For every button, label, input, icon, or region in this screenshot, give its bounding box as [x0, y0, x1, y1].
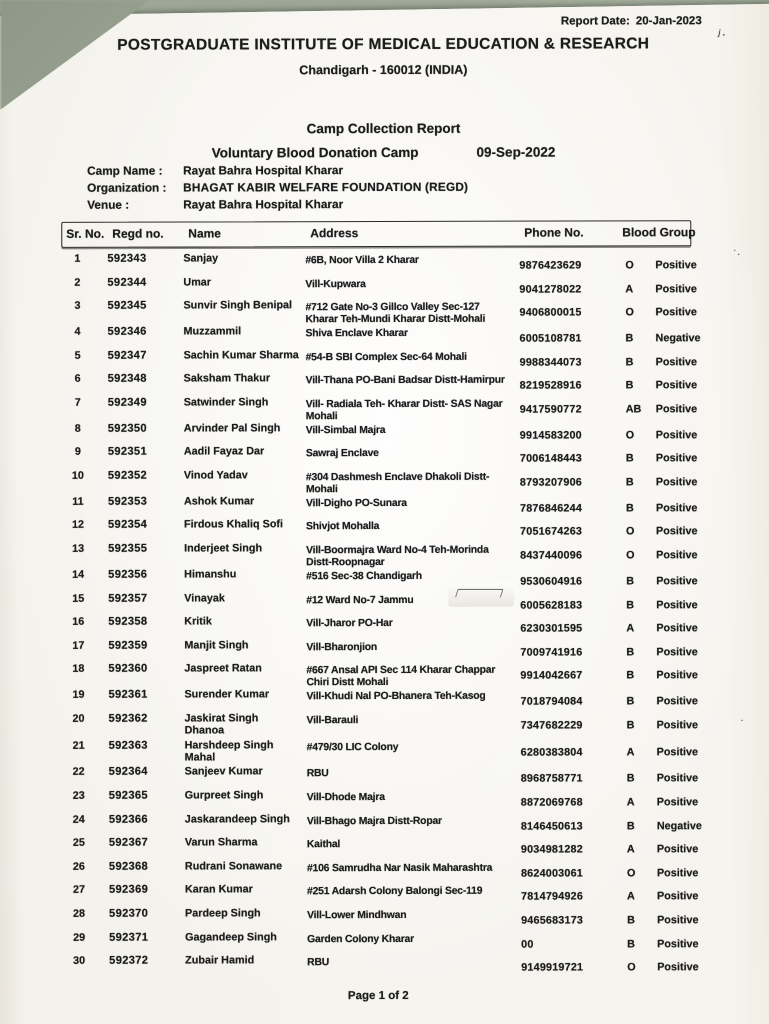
cell-rh: Positive [656, 598, 698, 611]
table-row [62, 687, 698, 710]
cell-phone: 7347682229 [520, 719, 583, 732]
cell-sr: 26 [72, 860, 85, 873]
cell-sr: 2 [74, 276, 81, 289]
cell-grp: B [627, 914, 635, 927]
cell-phone: 7876846244 [519, 502, 583, 515]
camp-info [87, 162, 768, 212]
cell-sr: 12 [72, 519, 85, 532]
report-date-label: Report Date: [560, 15, 630, 28]
cell-sr: 1 [74, 252, 81, 265]
cell-addr: Vill-Boormajra Ward No-4 Teh-Morinda Distt-Roopnagar [306, 544, 489, 569]
cell-grp: A [626, 622, 635, 635]
camp-name-row [87, 162, 768, 178]
cell-name: Gagandeep Singh [185, 930, 277, 944]
cell-name: Himanshu [184, 568, 237, 581]
table-row [62, 518, 698, 541]
cell-regd: 592350 [107, 422, 147, 435]
cell-addr: Vill-Bharonjion [306, 641, 378, 653]
cell-rh: Positive [655, 379, 698, 392]
cell-phone: 8872069768 [520, 796, 583, 809]
cell-addr: Vill-Thana PO-Bani Badsar Distt-Hamirpur [305, 374, 505, 387]
cell-name: Inderjeet Singh [184, 542, 263, 555]
cell-phone: 9417590772 [519, 403, 582, 416]
cell-sr: 8 [74, 422, 81, 435]
cell-sr: 11 [72, 495, 84, 508]
table-row [62, 445, 698, 468]
cell-grp: B [626, 646, 635, 659]
cell-grp: O [626, 867, 636, 880]
ink-mark: ʲ· [718, 27, 728, 42]
cell-name: Vinayak [184, 591, 225, 605]
cell-name: Satwinder Singh [183, 396, 269, 409]
cell-addr: RBU [306, 768, 329, 780]
cell-name: Jaspreet Ratan [184, 662, 262, 675]
table-row [62, 468, 698, 496]
cell-name: Sachin Kumar Sharma [183, 348, 299, 362]
cell-rh: Positive [655, 452, 698, 465]
cell-sr: 20 [72, 712, 85, 725]
cell-addr: Vill-Digho PO-Sunara [305, 497, 407, 510]
cell-regd: 592360 [108, 662, 148, 676]
cell-grp: O [627, 961, 636, 974]
cell-phone: 7814794926 [520, 890, 584, 904]
camp-date: 09-Sep-2022 [476, 144, 556, 160]
donor-table [61, 220, 702, 976]
cell-grp: B [625, 502, 634, 515]
cell-name: Sunvir Singh Benipal [183, 299, 293, 312]
cell-rh: Positive [656, 622, 698, 635]
cell-regd: 592356 [108, 568, 148, 581]
cell-regd: 592358 [108, 615, 148, 628]
table-row [61, 275, 697, 298]
cell-name: Arvinder Pal Singh [183, 422, 281, 435]
table-row [63, 738, 699, 764]
cell-phone: 7051674263 [520, 525, 583, 539]
cell-addr: RBU [307, 957, 330, 969]
cell-regd: 592367 [108, 836, 149, 849]
cell-sr: 30 [73, 955, 86, 968]
cell-regd: 592361 [108, 688, 148, 701]
cell-regd: 592369 [108, 884, 149, 897]
cell-rh: Positive [657, 914, 699, 927]
cell-rh: Positive [656, 745, 699, 758]
cell-addr: Vill-Dhode Majra [306, 792, 385, 804]
cell-phone: 9988344073 [519, 356, 582, 369]
cell-grp: B [626, 719, 635, 732]
table-row [62, 614, 698, 637]
cell-rh: Positive [657, 961, 699, 974]
cell-addr: #667 Ansal API Sec 114 Kharar Chappar Chiri Distt Mohali [306, 665, 496, 689]
table-row [62, 541, 698, 569]
cell-rh: Positive [656, 645, 698, 659]
cell-name: Vinod Yadav [183, 469, 248, 482]
cell-rh: Positive [656, 867, 699, 880]
cell-addr: Vill-Bhago Majra Distt-Ropar [306, 815, 442, 827]
cell-phone: 7006148443 [519, 452, 582, 466]
header-regd-no: Regd no. [112, 226, 164, 241]
cell-phone: 8437440096 [520, 549, 583, 562]
cell-addr: Shivjot Mohalla [306, 521, 380, 533]
table-row [62, 494, 698, 517]
cell-grp: AB [625, 403, 642, 416]
cell-phone: 6005628183 [520, 599, 583, 612]
cell-grp: O [625, 259, 634, 272]
table-row [62, 662, 698, 689]
cell-rh: Positive [657, 937, 699, 950]
cell-grp: A [626, 796, 635, 809]
cell-rh: Positive [655, 259, 697, 272]
cell-phone: 8968758771 [520, 772, 583, 786]
cell-phone: 8793207906 [519, 476, 583, 489]
institute-location: Chandigarh - 160012 (INDIA) [299, 62, 468, 78]
cell-phone: 6230301595 [520, 622, 583, 635]
cell-phone: 9914042667 [520, 669, 583, 682]
cell-grp: A [625, 282, 634, 295]
cell-phone: 00 [521, 938, 534, 951]
cell-name: Jaskirat Singh Dhanoa [184, 712, 259, 737]
table-row [63, 835, 699, 858]
cell-rh: Negative [656, 819, 702, 832]
cell-phone: 9914583200 [519, 429, 582, 442]
cell-regd: 592364 [108, 766, 148, 779]
scan-speck: · [740, 715, 744, 727]
cell-addr: #54-B SBI Complex Sec-64 Mohali [305, 351, 467, 363]
cell-name: Zubair Hamid [185, 954, 255, 967]
cell-addr: Vill-Khudi Nal PO-Bhanera Teh-Kasog [306, 690, 486, 703]
header-blood-group: Blood Group [622, 225, 696, 240]
cell-addr: #106 Samrudha Nar Nasik Maharashtra [306, 862, 493, 875]
table-row [63, 812, 702, 835]
cell-sr: 5 [74, 349, 81, 362]
cell-regd: 592352 [107, 469, 148, 482]
cell-addr: Vill-Barauli [306, 714, 359, 727]
cell-phone: 6280383804 [520, 746, 583, 759]
cell-sr: 16 [72, 615, 85, 628]
report-date-value: 20-Jan-2023 [635, 15, 702, 28]
table-row [61, 298, 697, 326]
cell-name: Jaskarandeep Singh [184, 812, 290, 826]
cell-grp: B [626, 598, 635, 611]
cell-regd: 592347 [107, 349, 147, 362]
organization-value: BHAGAT KABIR WELFARE FOUNDATION (REGD) [183, 179, 469, 195]
cell-phone: 9530604916 [520, 575, 583, 588]
cell-sr: 4 [74, 325, 81, 338]
cell-addr: #6B, Noor Villa 2 Kharar [305, 254, 419, 267]
cell-name: Aadil Fayaz Dar [183, 445, 265, 458]
cell-rh: Positive [655, 502, 698, 515]
cell-grp: B [626, 575, 635, 588]
cell-name: Umar [183, 276, 212, 289]
cell-phone: 8624003061 [520, 867, 584, 880]
table-row [61, 251, 697, 274]
table-body [61, 251, 702, 976]
organization-row [87, 179, 768, 195]
cell-addr: #712 Gate No-3 Gillco Valley Sec-127 Kharar Teh-Mundi Kharar Distt-Mohali [305, 301, 486, 326]
cell-rh: Positive [656, 719, 698, 732]
cell-regd: 592372 [109, 954, 149, 967]
cell-phone: 9034981282 [520, 843, 583, 856]
cell-sr: 7 [74, 396, 81, 409]
cell-regd: 592363 [108, 739, 148, 752]
header-address: Address [310, 226, 359, 241]
cell-regd: 592353 [107, 495, 148, 508]
cell-addr: #251 Adarsh Colony Balongi Sec-119 [306, 886, 483, 898]
header-sr-no: Sr. No. [66, 226, 105, 241]
cell-phone: 9041278022 [519, 283, 582, 296]
venue-label: Venue : [87, 197, 130, 212]
table-row [63, 788, 699, 811]
cell-regd: 592362 [108, 712, 148, 725]
cell-regd: 592354 [108, 519, 148, 532]
cell-regd: 592365 [108, 789, 148, 802]
cell-name: Surender Kumar [184, 688, 270, 701]
table-row [63, 883, 699, 906]
cell-rh: Positive [655, 428, 698, 442]
cell-addr: #516 Sec-38 Chandigarh [306, 570, 422, 583]
cell-rh: Positive [655, 476, 698, 489]
cell-addr: Sawraj Enclave [305, 448, 379, 460]
cell-regd: 592343 [107, 252, 147, 265]
cell-rh: Positive [655, 282, 697, 295]
cell-regd: 592344 [107, 276, 147, 289]
cell-phone: 9465683173 [521, 914, 584, 927]
cell-sr: 3 [74, 299, 81, 312]
cell-name: Pardeep Singh [185, 907, 261, 920]
cell-name: Harshdeep Singh Mahal [184, 738, 274, 764]
cell-grp: B [626, 695, 635, 708]
cell-grp: B [625, 356, 634, 369]
header-name: Name [188, 226, 221, 241]
camp-subtitle-line [0, 144, 768, 161]
cell-name: Firdous Khaliq Sofi [184, 518, 284, 531]
cell-grp: A [626, 890, 635, 903]
table-row [62, 591, 698, 614]
cell-grp: O [625, 306, 634, 319]
cell-rh: Positive [656, 669, 698, 682]
cell-sr: 10 [71, 469, 84, 482]
cell-addr: #304 Dashmesh Enclave Dhakoli Distt-Mohali [305, 471, 490, 496]
cell-phone: 9876423629 [519, 259, 582, 272]
cell-grp: O [626, 525, 635, 538]
report-date [561, 15, 702, 27]
cell-name: Manjit Singh [184, 639, 249, 652]
cell-sr: 29 [73, 931, 86, 944]
cell-grp: B [626, 669, 635, 682]
cell-regd: 592351 [107, 445, 147, 459]
cell-sr: 17 [72, 639, 85, 652]
cell-name: Rudrani Sonawane [184, 860, 283, 873]
cell-sr: 6 [74, 373, 81, 386]
venue-value: Rayat Bahra Hospital Kharar [183, 197, 344, 212]
cell-sr: 27 [72, 884, 86, 897]
cell-regd: 592371 [109, 931, 149, 944]
cell-regd: 592348 [107, 372, 147, 386]
cell-rh: Positive [656, 890, 699, 903]
cell-regd: 592368 [108, 860, 149, 873]
cell-grp: B [626, 820, 635, 833]
cell-grp: B [625, 379, 634, 392]
table-row [63, 859, 699, 882]
cell-sr: 28 [73, 907, 86, 920]
cell-addr: Vill-Jharor PO-Har [306, 618, 393, 630]
page-number: Page 1 of 2 [347, 989, 409, 1002]
cell-rh: Positive [655, 403, 698, 416]
cell-sr: 25 [72, 837, 85, 850]
table-row [63, 765, 699, 788]
cell-rh: Positive [655, 306, 697, 319]
table-row [62, 371, 698, 394]
cell-phone: 6005108781 [519, 332, 582, 345]
cell-grp: O [626, 549, 635, 562]
cell-regd: 592355 [108, 542, 148, 555]
cell-sr: 15 [72, 592, 85, 605]
table-header [61, 220, 696, 248]
cell-addr: Vill-Lower Mindhwan [307, 909, 407, 922]
cell-sr: 21 [72, 739, 85, 752]
cell-name: Gurpreet Singh [184, 789, 264, 802]
cell-name: Ashok Kumar [183, 495, 255, 508]
cell-name: Varun Sharma [184, 836, 258, 849]
cell-name: Saksham Thakur [183, 372, 271, 385]
cell-addr: Shiva Enclave Kharar [305, 328, 408, 340]
cell-regd: 592346 [107, 325, 147, 338]
cell-sr: 13 [72, 542, 85, 555]
cell-phone: 8219528916 [519, 379, 582, 392]
cell-name: Sanjeev Kumar [184, 765, 263, 778]
table-row [62, 421, 698, 444]
cell-phone: 7018794084 [520, 695, 583, 708]
cell-rh: Positive [655, 355, 698, 368]
cell-addr: #12 Ward No-7 Jammu [306, 594, 414, 606]
cell-regd: 592349 [107, 396, 147, 409]
cell-sr: 22 [72, 766, 85, 779]
header-phone-no: Phone No. [524, 225, 584, 240]
table-row [63, 906, 699, 929]
cell-regd: 592366 [108, 813, 148, 826]
camp-name-value: Rayat Bahra Hospital Kharar [183, 163, 344, 178]
camp-name-label: Camp Name : [87, 163, 163, 178]
cell-regd: 592370 [109, 907, 149, 920]
cell-phone: 8146450613 [520, 820, 583, 833]
cell-name: Karan Kumar [184, 883, 253, 896]
cell-rh: Positive [656, 843, 699, 856]
cell-regd: 592345 [107, 299, 147, 312]
cell-grp: B [625, 476, 634, 489]
cell-name: Muzzammil [183, 325, 242, 338]
cell-rh: Positive [656, 772, 699, 785]
organization-label: Organization : [87, 180, 167, 195]
cell-grp: A [626, 843, 635, 856]
cell-phone: 7009741916 [520, 646, 583, 659]
table-row [63, 953, 699, 976]
cell-addr: Vill-Kupwara [305, 278, 366, 290]
whiteout-smudge [448, 583, 514, 607]
cell-grp: B [625, 332, 634, 345]
table-row [62, 395, 698, 423]
cell-name: Kritik [184, 615, 212, 628]
cell-grp: B [625, 452, 634, 465]
table-row [63, 930, 699, 953]
table-row [62, 638, 698, 661]
cell-grp: B [627, 937, 635, 950]
cell-rh: Positive [656, 575, 698, 588]
cell-sr: 19 [72, 689, 85, 702]
table-row [63, 711, 698, 737]
cell-addr: Vill- Radiala Teh- Kharar Distt- SAS Nagar Mohali [305, 398, 503, 423]
cell-addr: Kaithal [306, 839, 341, 851]
table-row [62, 567, 698, 590]
cell-regd: 592357 [108, 592, 148, 605]
cell-phone: 9149919721 [521, 961, 584, 974]
cell-rh: Negative [655, 332, 701, 345]
table-row [62, 324, 701, 347]
cell-sr: 14 [72, 568, 85, 581]
cell-rh: Positive [656, 796, 699, 809]
cell-name: Sanjay [183, 252, 219, 265]
table-row [62, 348, 698, 371]
cell-regd: 592359 [108, 639, 148, 652]
venue-row [87, 196, 768, 212]
cell-rh: Positive [656, 525, 698, 538]
cell-addr: Vill-Simbal Majra [305, 424, 386, 436]
cell-phone: 9406800015 [519, 306, 582, 319]
cell-sr: 24 [72, 813, 85, 826]
camp-subtitle: Voluntary Blood Donation Camp [211, 144, 419, 161]
scan-speck: ˙· [733, 249, 741, 261]
cell-sr: 18 [72, 663, 85, 676]
cell-rh: Positive [656, 695, 698, 708]
cell-sr: 23 [72, 789, 85, 802]
cell-grp: A [626, 746, 635, 759]
cell-grp: B [626, 772, 635, 785]
cell-rh: Positive [656, 549, 698, 562]
cell-addr: Garden Colony Kharar [307, 933, 414, 945]
institute-title: POSTGRADUATE INSTITUTE OF MEDICAL EDUCATION & RESEARCH [117, 35, 650, 54]
cell-grp: O [625, 429, 635, 442]
cell-addr: #479/30 LIC Colony [306, 741, 399, 753]
report-title: Camp Collection Report [306, 120, 461, 137]
cell-sr: 9 [74, 446, 81, 459]
